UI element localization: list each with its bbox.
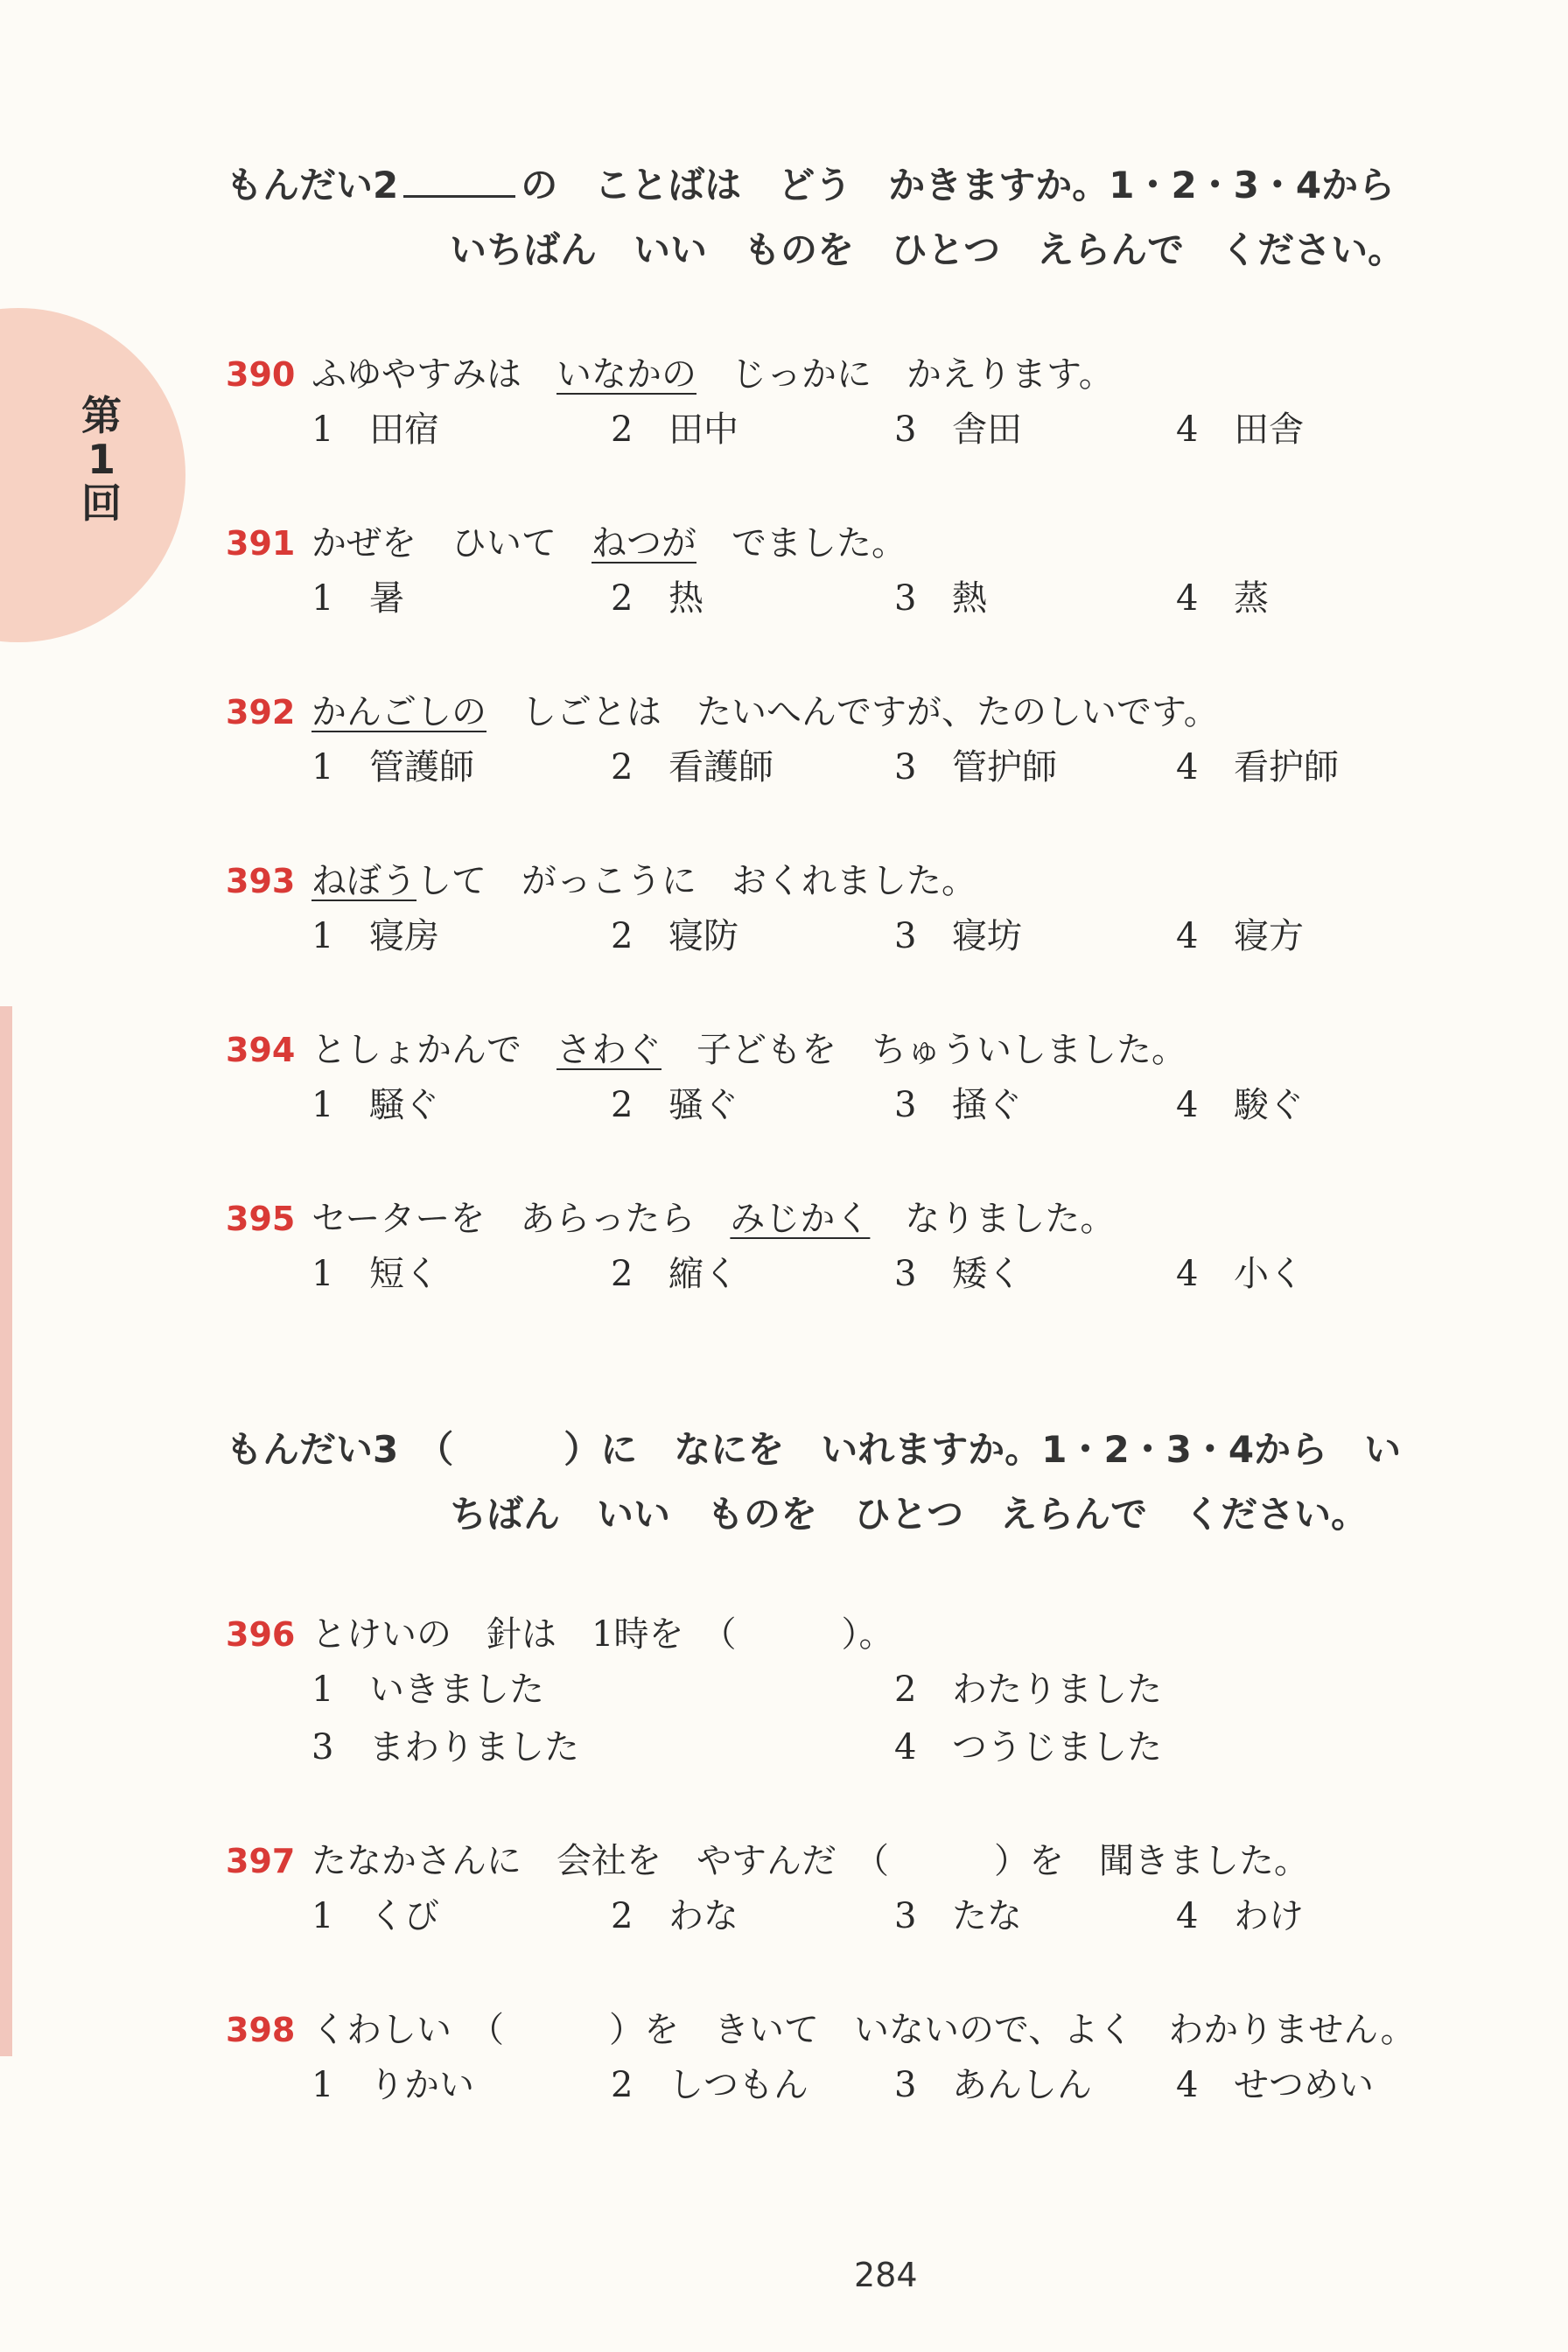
option-4[interactable] [1176,401,1304,458]
option-number: 2 [611,747,634,788]
option-text: 管护師 [952,747,1057,788]
option-number: 1 [312,1085,334,1125]
option-4[interactable] [1176,1887,1304,1945]
option-number: 2 [611,916,634,956]
option-number: 2 [611,578,634,619]
options-row [226,1076,1538,1134]
question-stem [226,2004,1538,2056]
option-2[interactable] [611,907,738,965]
option-3[interactable] [894,1887,1022,1945]
option-number: 4 [894,1727,917,1768]
option-text: せつめい [1234,2065,1374,2105]
question [226,2004,1538,2114]
option-number: 1 [312,410,334,450]
option-4[interactable] [1176,738,1339,796]
option-number: 4 [1176,1254,1199,1294]
option-text: 看护師 [1234,747,1339,788]
option-number: 1 [312,747,334,788]
question-number: 393 [226,862,296,900]
question-stem [226,1835,1538,1887]
stem-text: しごとは たいへんですが、たのしいです。 [486,692,1219,732]
option-number: 3 [312,1727,334,1768]
question-stem [226,1608,1538,1661]
options-row [226,401,1538,458]
question-number: 397 [226,1842,296,1880]
option-number: 1 [312,2065,334,2105]
option-number: 3 [894,410,917,450]
stem-text: 子どもを ちゅういしました。 [662,1030,1186,1070]
option-number: 2 [611,410,634,450]
underlined-word: いなかの [556,354,696,395]
option-text: 蒸 [1234,578,1269,619]
option-4[interactable] [1176,1076,1304,1134]
question [226,1835,1538,1945]
chapter-label [79,394,124,525]
page-number: 284 [854,2256,918,2294]
options-row [226,907,1538,965]
option-1[interactable] [312,570,404,627]
option-4[interactable] [1176,2056,1374,2114]
option-text: あんしん [952,2065,1092,2105]
chapter-char: 回 [81,480,122,527]
option-text: りかい [369,2065,474,2105]
stem-text: ふゆやすみは [312,354,556,395]
option-1[interactable] [312,2056,474,2114]
question [226,855,1538,965]
option-text: 寝房 [369,916,439,956]
option-2[interactable] [611,1245,738,1303]
stem-text: とけいの 針は 1時を （ ）。 [312,1614,894,1655]
option-text: 縮く [668,1254,738,1294]
option-text: 短く [369,1254,439,1294]
option-number: 3 [894,916,917,956]
option-2[interactable] [611,738,774,796]
mondai3-line1: もんだい3 （ ）に なにを いれますか。1・2・3・4から い [226,1428,1402,1471]
option-number: 3 [894,1254,917,1294]
options-row [226,1245,1538,1303]
question [226,1608,1538,1776]
option-3[interactable] [894,1245,1022,1303]
mondai3-line2: ちばん いい ものを ひとつ えらんで ください。 [450,1493,1368,1536]
stem-text: して がっこうに おくれました。 [416,861,976,901]
options-row [226,1718,1538,1776]
option-text: 田中 [668,410,738,450]
question-number: 390 [226,355,296,394]
option-3[interactable] [312,1718,579,1776]
underlined-word: かんごしの [312,692,486,732]
option-1[interactable] [312,1076,439,1134]
option-text: わけ [1234,1896,1304,1936]
mondai2-instructions [226,153,1538,283]
option-2[interactable] [611,401,738,458]
option-number: 2 [611,1085,634,1125]
option-3[interactable] [894,2056,1092,2114]
option-text: 看護師 [668,747,774,788]
option-number: 3 [894,578,917,619]
option-text: つうじました [952,1727,1162,1768]
option-text: しつもん [668,2065,808,2105]
option-number: 4 [1176,747,1199,788]
options-row [226,1661,1538,1718]
question-stem [226,686,1538,738]
option-text: 田舎 [1234,410,1304,450]
underlined-word: ねつが [592,523,696,564]
option-2[interactable] [611,1887,738,1945]
option-3[interactable] [894,570,987,627]
option-text: わたりました [952,1670,1162,1710]
option-text: 寝防 [668,916,738,956]
question-number: 392 [226,693,296,732]
question [226,348,1538,458]
option-number: 2 [611,2065,634,2105]
question-stem [226,348,1538,401]
option-text: 寝方 [1234,916,1304,956]
option-1[interactable] [312,1245,439,1303]
option-number: 1 [312,1896,334,1936]
question [226,1193,1538,1303]
option-text: 田宿 [369,410,439,450]
chapter-char: 1 [87,436,116,483]
option-number: 2 [611,1254,634,1294]
blank-line [403,164,515,198]
option-text: わな [668,1896,738,1936]
option-2[interactable] [611,570,704,627]
stem-text: としょかんで [312,1030,556,1070]
option-number: 4 [1176,916,1199,956]
question-number: 395 [226,1200,296,1238]
option-number: 1 [312,916,334,956]
question [226,1024,1538,1134]
option-text: 暑 [369,578,404,619]
option-number: 3 [894,2065,917,2105]
options-row [226,738,1538,796]
options-row [226,2056,1538,2114]
question-number: 394 [226,1031,296,1069]
question-stem [226,855,1538,907]
question-stem [226,517,1538,570]
option-number: 3 [894,1896,917,1936]
option-2[interactable] [611,1076,738,1134]
option-number: 2 [894,1670,917,1710]
option-number: 1 [312,1254,334,1294]
question [226,686,1538,796]
option-1[interactable] [312,1661,544,1718]
option-2[interactable] [611,2056,808,2114]
option-text: まわりました [369,1727,579,1768]
option-text: くび [369,1896,439,1936]
option-text: いきました [369,1670,544,1710]
stem-text: でました。 [696,523,906,564]
option-3[interactable] [894,1076,1022,1134]
stem-text: くわしい （ ）を きいて いないので、よく わかりません。 [312,2010,1416,2050]
option-number: 2 [611,1896,634,1936]
mondai3-instructions [226,1418,1538,1547]
option-4[interactable] [1176,570,1269,627]
option-1[interactable] [312,907,439,965]
question-number: 391 [226,524,296,563]
option-1[interactable] [312,1887,439,1945]
option-text: 舎田 [952,410,1022,450]
underlined-word: ねぼう [312,861,416,901]
option-4[interactable] [1176,907,1304,965]
question-stem [226,1024,1538,1076]
option-3[interactable] [894,738,1057,796]
option-number: 1 [312,578,334,619]
option-text: 熱 [952,578,987,619]
mondai2-title: もんだい2 [226,164,399,206]
underlined-word: みじかく [730,1199,871,1239]
option-number: 1 [312,1670,334,1710]
question-stem [226,1193,1538,1245]
stem-text: セーターを あらったら [312,1199,731,1239]
option-number: 4 [1176,1085,1199,1125]
option-text: 寝坊 [952,916,1022,956]
question [226,517,1538,627]
option-text: 骚ぐ [668,1085,738,1125]
option-1[interactable] [312,738,474,796]
stem-text: かぜを ひいて [312,523,592,564]
mondai2-line1 [226,153,1538,218]
stem-text: なりました。 [870,1199,1116,1239]
chapter-char: 第 [81,392,122,439]
options-row [226,1887,1538,1945]
option-text: 駿ぐ [1234,1085,1304,1125]
option-text: 管護師 [369,747,474,788]
option-text: 掻ぐ [952,1085,1022,1125]
option-text: 小く [1234,1254,1304,1294]
options-row [226,570,1538,627]
stem-text: たなかさんに 会社を やすんだ （ ）を 聞きました。 [312,1841,1309,1881]
question-number: 398 [226,2011,296,2049]
mondai2-text: の ことばは どう かきますか。1・2・3・4から [521,164,1396,206]
option-1[interactable] [312,401,439,458]
option-number: 4 [1176,2065,1199,2105]
option-number: 3 [894,1085,917,1125]
option-number: 3 [894,747,917,788]
option-4[interactable] [894,1718,1162,1776]
option-2[interactable] [894,1661,1162,1718]
option-3[interactable] [894,907,1022,965]
option-text: 騒ぐ [369,1085,439,1125]
option-3[interactable] [894,401,1022,458]
option-4[interactable] [1176,1245,1304,1303]
question-number: 396 [226,1615,296,1654]
option-text: 热 [668,578,704,619]
option-number: 4 [1176,410,1199,450]
option-text: 矮く [952,1254,1022,1294]
stem-text: じっかに かえります。 [696,354,1114,395]
underlined-word: さわぐ [556,1030,662,1070]
page-edge [0,1006,12,2056]
option-number: 4 [1176,1896,1199,1936]
option-number: 4 [1176,578,1199,619]
option-text: たな [952,1896,1022,1936]
mondai2-line2: いちばん いい ものを ひとつ えらんで ください。 [450,228,1405,271]
